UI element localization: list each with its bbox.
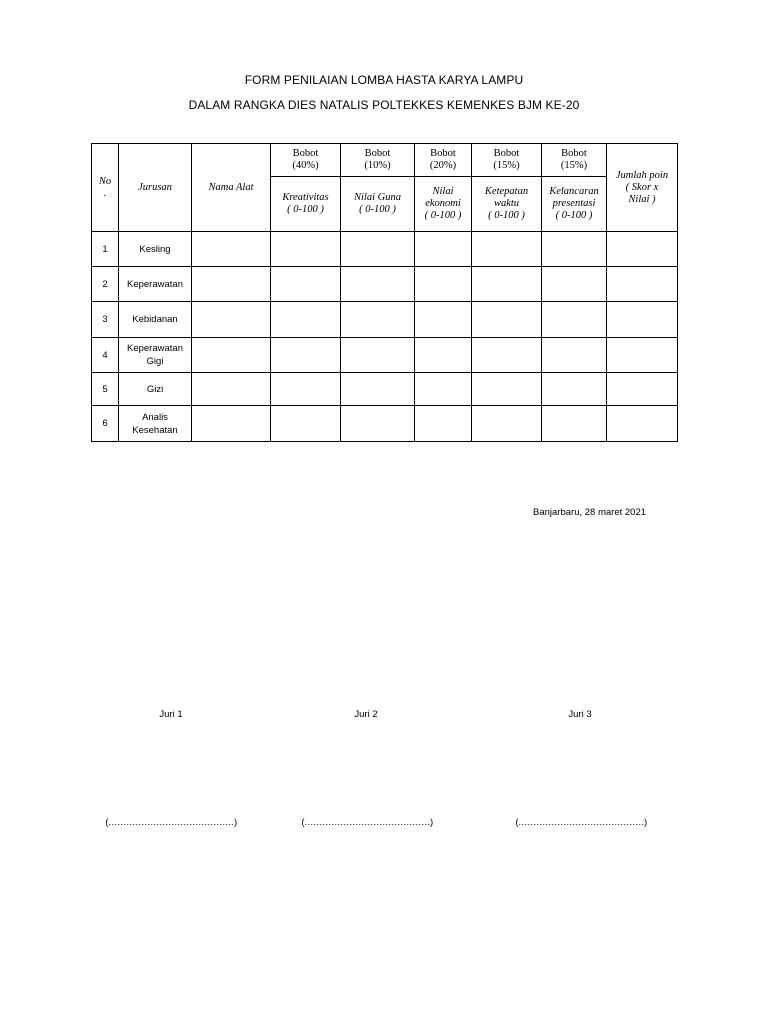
cell-ketepatan-waktu[interactable] bbox=[472, 373, 542, 406]
header-kelancaran-presentasi: Kelancaran presentasi ( 0-100 ) bbox=[542, 177, 607, 232]
row-no: 5 bbox=[92, 373, 119, 406]
header-nilai-ekonomi: Nilai ekonomi ( 0-100 ) bbox=[415, 177, 472, 232]
juri-2-signature-line: (……………………………………) bbox=[301, 817, 433, 828]
header-jurusan: Jurusan bbox=[119, 144, 192, 232]
header-bobot-nilai-ekonomi: Bobot (20%) bbox=[415, 144, 472, 177]
cell-jumlah-poin[interactable] bbox=[607, 232, 678, 267]
cell-nilai-guna[interactable] bbox=[341, 373, 415, 406]
row-jurusan: Kebidanan bbox=[119, 302, 192, 338]
cell-kelancaran-presentasi[interactable] bbox=[542, 232, 607, 267]
juri-3-signature-line: (……………………………………) bbox=[515, 817, 647, 828]
row-jurusan: Analis Kesehatan bbox=[119, 406, 192, 442]
header-bobot-kelancaran-presentasi: Bobot (15%) bbox=[542, 144, 607, 177]
header-kreativitas: Kreativitas ( 0-100 ) bbox=[271, 177, 341, 232]
cell-nama-alat[interactable] bbox=[192, 232, 271, 267]
cell-kreativitas[interactable] bbox=[271, 232, 341, 267]
table-row bbox=[92, 373, 678, 406]
cell-ketepatan-waktu[interactable] bbox=[472, 302, 542, 338]
cell-kreativitas[interactable] bbox=[271, 302, 341, 338]
header-nilai-guna: Nilai Guna ( 0-100 ) bbox=[341, 177, 415, 232]
header-no: No . bbox=[92, 144, 119, 232]
header-nama-alat: Nama Alat bbox=[192, 144, 271, 232]
table-row bbox=[92, 338, 678, 373]
cell-nama-alat[interactable] bbox=[192, 267, 271, 302]
row-jurusan: Gizi bbox=[119, 373, 192, 406]
table-row bbox=[92, 232, 678, 267]
cell-kreativitas[interactable] bbox=[271, 267, 341, 302]
cell-nilai-ekonomi[interactable] bbox=[415, 232, 472, 267]
table-row bbox=[92, 406, 678, 442]
cell-jumlah-poin[interactable] bbox=[607, 373, 678, 406]
cell-kelancaran-presentasi[interactable] bbox=[542, 338, 607, 373]
cell-kreativitas[interactable] bbox=[271, 406, 341, 442]
cell-ketepatan-waktu[interactable] bbox=[472, 267, 542, 302]
juri-2-label: Juri 2 bbox=[354, 709, 378, 720]
row-no: 6 bbox=[92, 406, 119, 442]
cell-jumlah-poin[interactable] bbox=[607, 267, 678, 302]
row-no: 1 bbox=[92, 232, 119, 267]
cell-nilai-ekonomi[interactable] bbox=[415, 338, 472, 373]
row-no: 3 bbox=[92, 302, 119, 338]
table-row bbox=[92, 267, 678, 302]
cell-nama-alat[interactable] bbox=[192, 302, 271, 338]
header-bobot-kreativitas: Bobot (40%) bbox=[271, 144, 341, 177]
cell-jumlah-poin[interactable] bbox=[607, 302, 678, 338]
cell-nilai-guna[interactable] bbox=[341, 406, 415, 442]
cell-kelancaran-presentasi[interactable] bbox=[542, 267, 607, 302]
row-jurusan: Keperawatan bbox=[119, 267, 192, 302]
table-row bbox=[92, 302, 678, 338]
row-no: 4 bbox=[92, 338, 119, 373]
cell-jumlah-poin[interactable] bbox=[607, 406, 678, 442]
cell-kreativitas[interactable] bbox=[271, 373, 341, 406]
cell-nilai-ekonomi[interactable] bbox=[415, 373, 472, 406]
cell-nilai-ekonomi[interactable] bbox=[415, 406, 472, 442]
place-date: Banjarbaru, 28 maret 2021 bbox=[533, 507, 647, 518]
cell-jumlah-poin[interactable] bbox=[607, 338, 678, 373]
header-bobot-nilai-guna: Bobot (10%) bbox=[341, 144, 415, 177]
cell-nama-alat[interactable] bbox=[192, 406, 271, 442]
cell-nilai-ekonomi[interactable] bbox=[415, 267, 472, 302]
cell-nilai-ekonomi[interactable] bbox=[415, 302, 472, 338]
score-table bbox=[91, 143, 678, 442]
header-ketepatan-waktu: Ketepatan waktu ( 0-100 ) bbox=[472, 177, 542, 232]
cell-kelancaran-presentasi[interactable] bbox=[542, 373, 607, 406]
cell-nilai-guna[interactable] bbox=[341, 232, 415, 267]
cell-nama-alat[interactable] bbox=[192, 338, 271, 373]
cell-kelancaran-presentasi[interactable] bbox=[542, 302, 607, 338]
cell-kreativitas[interactable] bbox=[271, 338, 341, 373]
cell-ketepatan-waktu[interactable] bbox=[472, 338, 542, 373]
juri-1-label: Juri 1 bbox=[159, 709, 183, 720]
juri-3-label: Juri 3 bbox=[568, 709, 592, 720]
cell-ketepatan-waktu[interactable] bbox=[472, 406, 542, 442]
header-jumlah-poin: Jumlah poin ( Skor x Nilai ) bbox=[607, 144, 678, 232]
row-jurusan: Kesling bbox=[119, 232, 192, 267]
row-jurusan: Keperawatan Gigi bbox=[119, 338, 192, 373]
cell-nilai-guna[interactable] bbox=[341, 338, 415, 373]
cell-ketepatan-waktu[interactable] bbox=[472, 232, 542, 267]
cell-nilai-guna[interactable] bbox=[341, 302, 415, 338]
cell-nilai-guna[interactable] bbox=[341, 267, 415, 302]
cell-nama-alat[interactable] bbox=[192, 373, 271, 406]
row-no: 2 bbox=[92, 267, 119, 302]
cell-kelancaran-presentasi[interactable] bbox=[542, 406, 607, 442]
form-subtitle: DALAM RANGKA DIES NATALIS POLTEKKES KEMENKES BJM KE-20 bbox=[188, 98, 580, 112]
form-title: FORM PENILAIAN LOMBA HASTA KARYA LAMPU bbox=[244, 73, 524, 87]
juri-1-signature-line: (……………………………………) bbox=[105, 817, 237, 828]
header-bobot-ketepatan-waktu: Bobot (15%) bbox=[472, 144, 542, 177]
